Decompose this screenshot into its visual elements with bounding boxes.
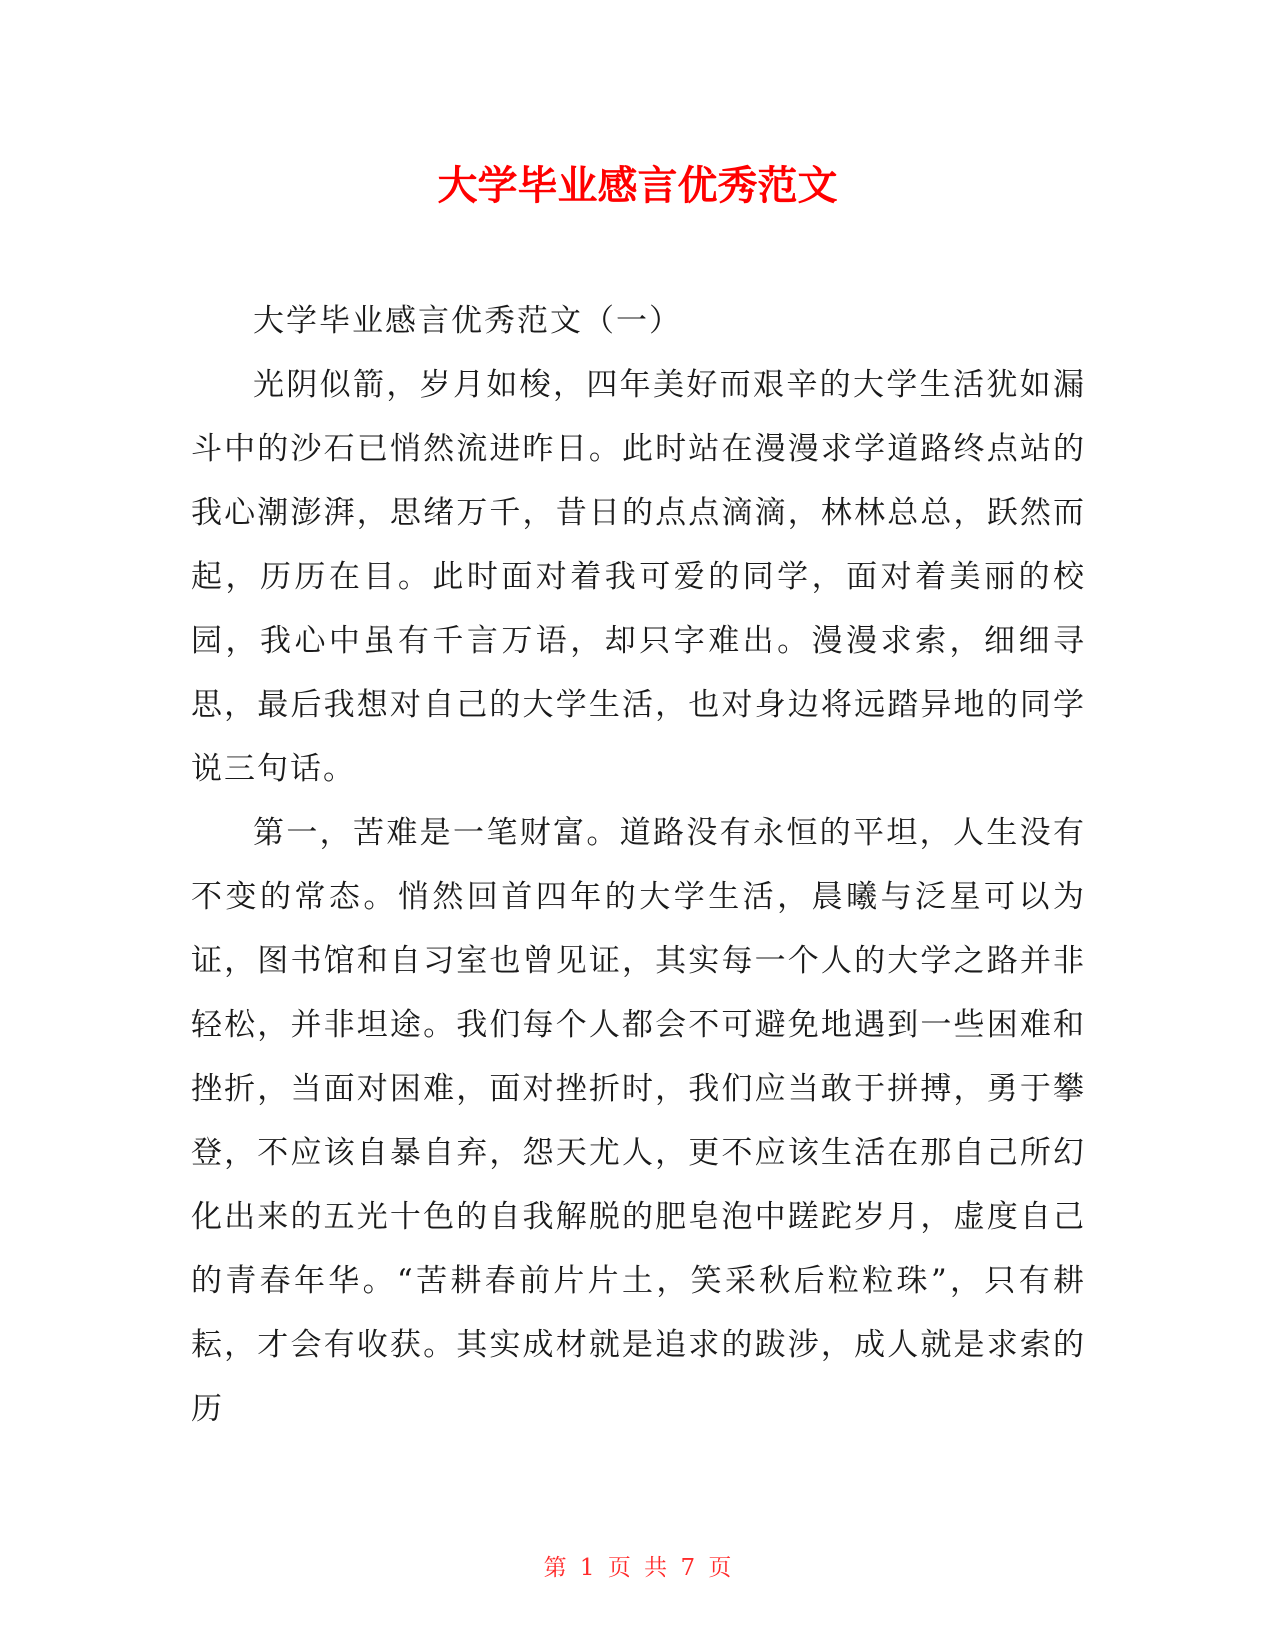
document-body [191, 289, 1086, 1441]
page-number-footer: 第 1 页 共 7 页 [543, 1555, 732, 1581]
paragraph-first-point: 第一，苦难是一笔财富。道路没有永恒的平坦，人生没有不变的常态。悄然回首四年的大学生活，晨曦与泛星可以为证，图书馆和自习室也曾见证，其实每一个人的大学之路并非轻松，并非坦途。我们每个人都会不可避免地遇到一些困难和挫折，当面对困难，面对挫折时，我们应当敢于拼搏，勇于攀登，不应该自暴自弃，怨天尤人，更不应该生活在那自己所幻化出来的五光十色的自我解脱的肥皂泡中蹉跎岁月，虚度自己的青春年华。“苦耕春前片片土，笑采秋后粒粒珠”，只有耕耘，才会有收获。其实成材就是追求的跋涉，成人就是求索的历 [191, 815, 1086, 1427]
paragraph-intro: 光阴似箭，岁月如梭，四年美好而艰辛的大学生活犹如漏斗中的沙石已悄然流进昨日。此时站在漫漫求学道路终点站的我心潮澎湃，思绪万千，昔日的点点滴滴，林林总总，跃然而起，历历在目。此时面对着我可爱的同学，面对着美丽的校园，我心中虽有千言万语，却只字难出。漫漫求索，细细寻思，最后我想对自己的大学生活，也对身边将远踏异地的同学说三句话。 [191, 367, 1086, 787]
document-title: 大学毕业感言优秀范文 [437, 163, 838, 209]
section-heading: 大学毕业感言优秀范文（一） [253, 303, 682, 339]
